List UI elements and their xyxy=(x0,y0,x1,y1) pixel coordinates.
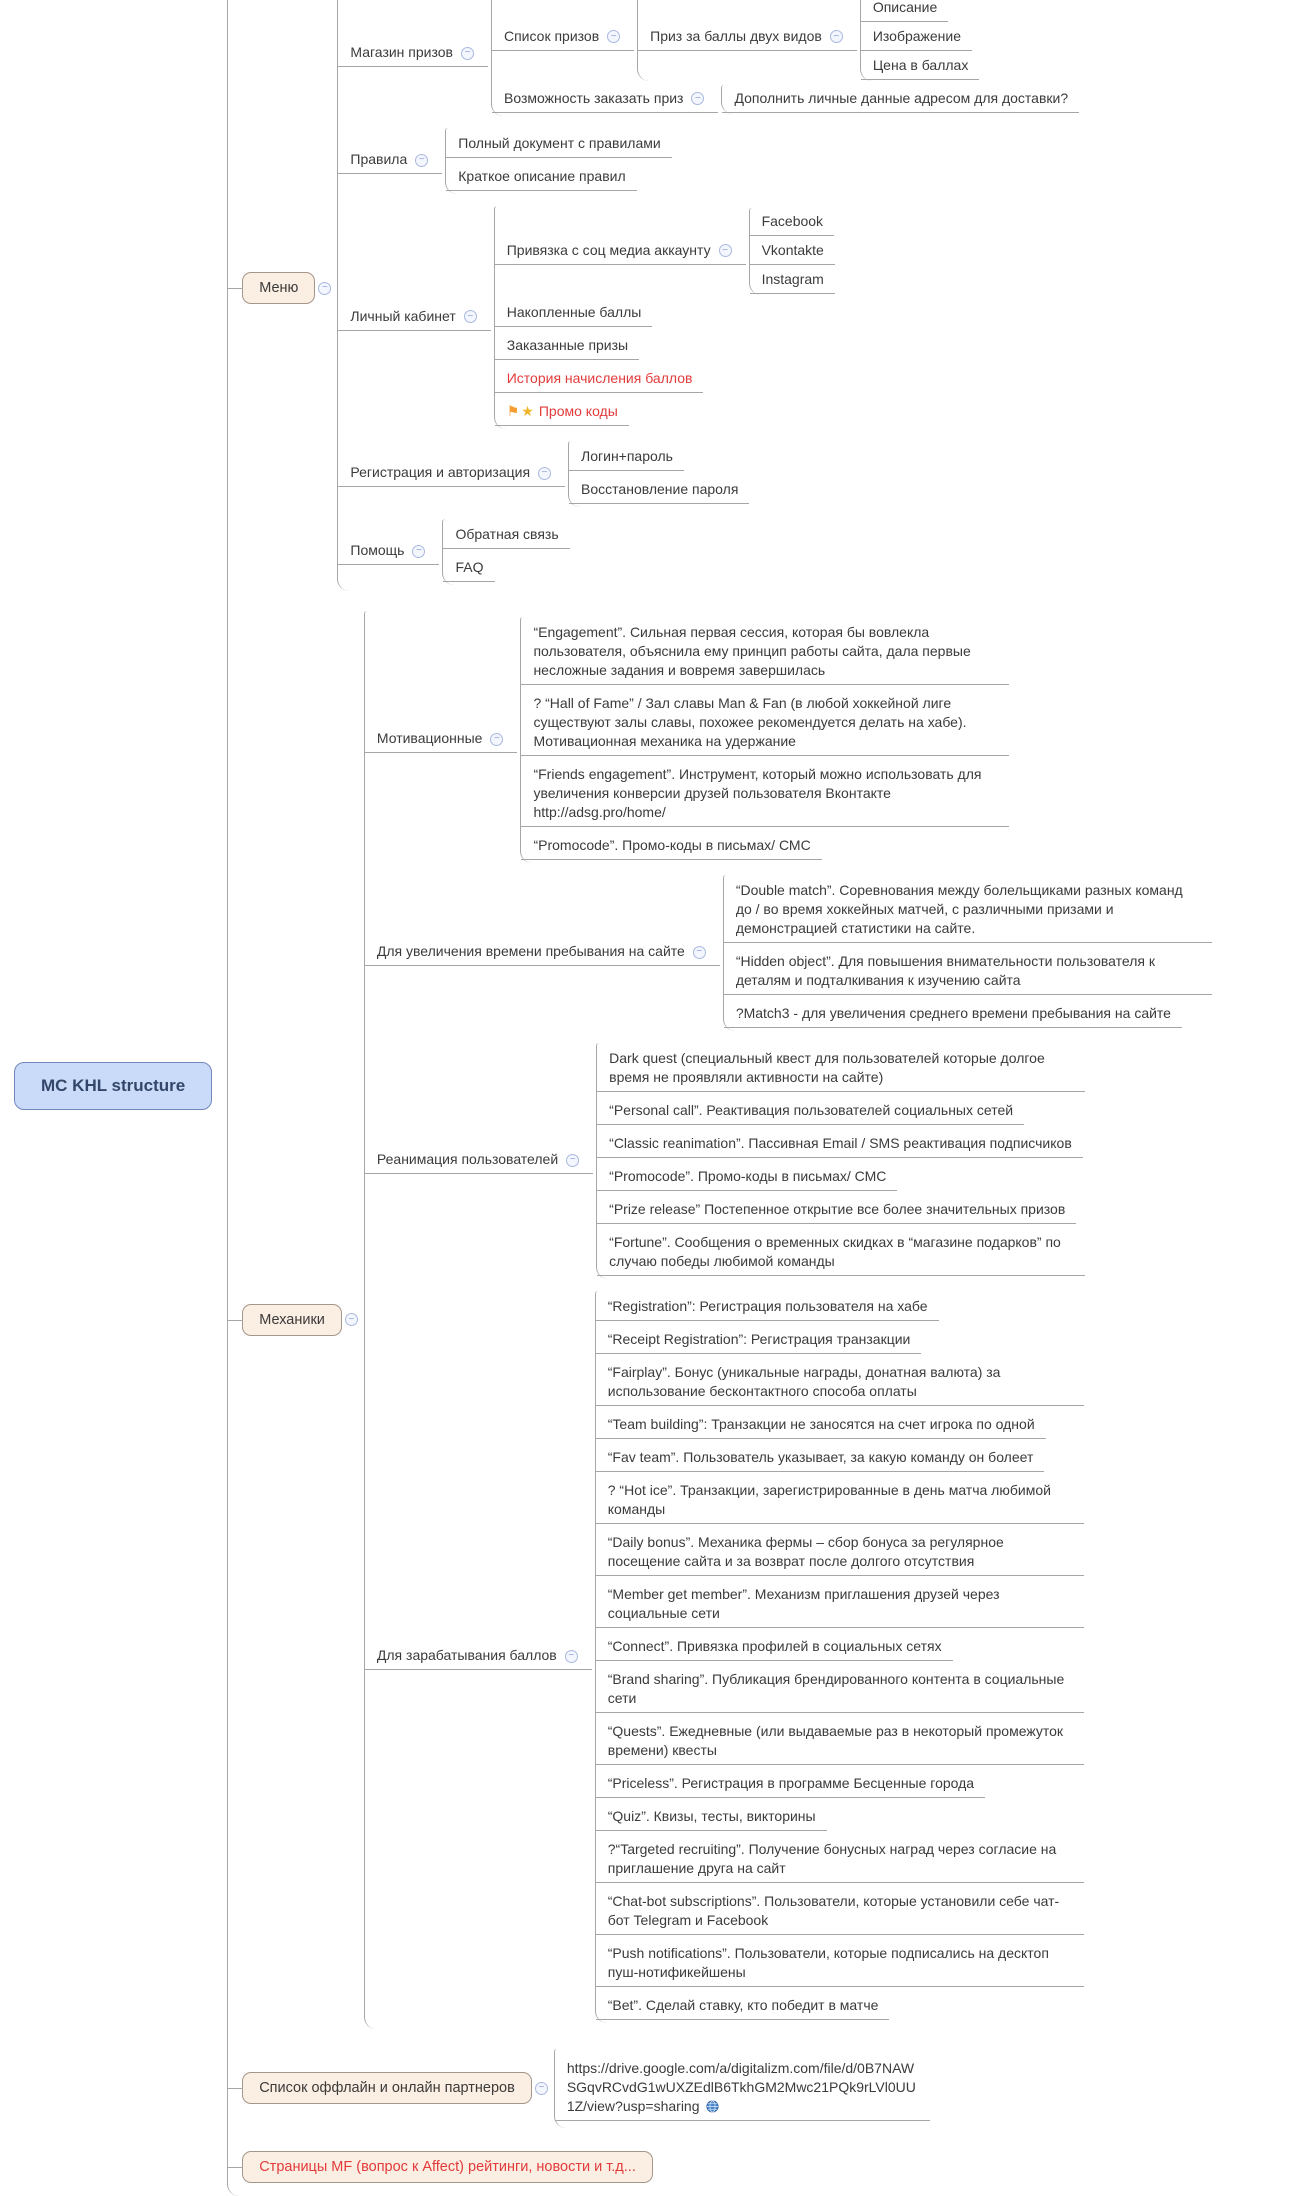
topic[interactable] xyxy=(596,1719,1084,1765)
topic-label: MC KHL structure xyxy=(41,1075,186,1095)
topic-label: “Quiz”. Квизы, тесты, викторины xyxy=(607,1807,816,1824)
topic[interactable] xyxy=(861,0,948,22)
topic[interactable] xyxy=(365,726,518,753)
topic-label: Меню xyxy=(259,280,299,296)
topic-row xyxy=(521,761,1009,828)
topic-row xyxy=(596,1293,1084,1322)
topic-row xyxy=(495,332,835,361)
children-group xyxy=(595,1291,1084,2023)
topic-row xyxy=(338,441,1079,507)
topic-row xyxy=(495,398,835,427)
flag-icon: ⚑ xyxy=(506,402,520,419)
children-group xyxy=(445,128,671,194)
mechanics-branch-row xyxy=(228,611,1212,2029)
collapse-icon[interactable]: − xyxy=(693,946,706,959)
topic-row xyxy=(569,476,749,505)
topic-row xyxy=(521,619,1009,686)
children-group xyxy=(520,617,1009,863)
topic-label: Для зарабатывания баллов xyxy=(376,1647,557,1663)
children-group xyxy=(491,0,1079,116)
children-group xyxy=(568,441,749,507)
topic-label: “Daily bonus”. Механика фермы – сбор бонуса за регулярное посещение сайта и за возврат после долгого отсутствия xyxy=(607,1533,1004,1569)
topic[interactable] xyxy=(596,1667,1084,1713)
topic-label: “Receipt Registration”: Регистрация транзакции xyxy=(607,1330,911,1347)
topic-label: Накопленные баллы xyxy=(506,303,642,320)
topic-label: Правила xyxy=(350,151,408,167)
topic-label: ?“Targeted recruiting”. Получение бонусных наград через согласие на приглашение друга на сайт xyxy=(607,1840,1057,1876)
topic-label: Механики xyxy=(259,1311,325,1328)
topic-label: Для увеличения времени пребывания на сайте xyxy=(376,943,685,959)
topic-label: Полный документ с правилами xyxy=(458,134,661,151)
topic[interactable] xyxy=(443,522,569,549)
topic-row xyxy=(724,1000,1212,1029)
root-topic-row xyxy=(14,0,1212,2196)
collapse-icon[interactable]: − xyxy=(318,282,331,295)
topic[interactable] xyxy=(597,1230,1085,1276)
topic-row xyxy=(365,875,1212,1031)
topic-row xyxy=(722,85,1079,114)
topic-row xyxy=(596,1666,1084,1714)
topic[interactable] xyxy=(638,24,857,51)
topic[interactable] xyxy=(338,460,565,487)
topic-row xyxy=(597,1229,1085,1277)
topic-row xyxy=(750,208,835,237)
topic-row xyxy=(596,1803,1084,1832)
topic[interactable] xyxy=(750,238,835,265)
topic-label: “Classic reanimation”. Пассивная Email / SMS реактивация подписчиков xyxy=(609,1134,1072,1151)
topic[interactable] xyxy=(596,1804,827,1831)
topic-row xyxy=(596,1718,1084,1766)
topic-label: “Bet”. Сделай ставку, кто победит в матче xyxy=(607,1996,879,2013)
topic[interactable] xyxy=(569,444,684,471)
topic[interactable] xyxy=(724,1001,1182,1028)
topic-row xyxy=(521,832,1009,861)
topic-row xyxy=(596,1529,1084,1577)
topic[interactable] xyxy=(750,209,834,236)
topic[interactable] xyxy=(597,1197,1076,1224)
topic[interactable] xyxy=(446,164,636,191)
topic[interactable] xyxy=(597,1131,1083,1158)
topic[interactable] xyxy=(597,1164,897,1191)
topic-label: Дополнить личные данные адресом для доставки? xyxy=(734,89,1069,106)
topic-label: Возможность заказать приз xyxy=(503,89,684,106)
topic-label: Мотивационные xyxy=(376,730,483,746)
topic-label: “Prize release” Постепенное открытие все более значительных призов xyxy=(609,1200,1066,1217)
topic-label: FAQ xyxy=(455,558,484,575)
topic-row xyxy=(638,0,979,81)
children-group xyxy=(494,206,835,429)
topic[interactable] xyxy=(521,620,1009,685)
topic-label: “Chat-bot subscriptions”. Пользователи, которые установили себе чат-бот Telegram и Facebook xyxy=(607,1892,1060,1928)
topic[interactable] xyxy=(724,949,1212,995)
topic[interactable] xyxy=(750,267,835,294)
topic[interactable] xyxy=(596,1941,1084,1987)
topic-row xyxy=(597,1130,1085,1159)
topic[interactable] xyxy=(521,691,1009,756)
topic-row xyxy=(338,128,1079,194)
topic-row xyxy=(597,1163,1085,1192)
topic[interactable] xyxy=(492,24,634,51)
partners-branch-row xyxy=(228,2049,1212,2128)
topic-label: Изображение xyxy=(872,27,962,44)
topic[interactable] xyxy=(724,878,1212,943)
topic-label: Реанимация пользователей xyxy=(376,1151,559,1167)
topic-row xyxy=(596,1888,1084,1936)
topic-row xyxy=(492,0,1079,81)
collapse-icon[interactable]: − xyxy=(538,467,551,480)
topic-label: Привязка с соц медиа аккаунту xyxy=(506,241,711,258)
topic[interactable] xyxy=(446,131,671,158)
topic-label: История начисления баллов xyxy=(506,369,693,386)
topic-label: “Engagement”. Сильная первая сессия, которая бы вовлекла пользователя, объяснила ему принцип работы сайта, дала первые несложные задания и вовремя завершилась xyxy=(533,623,971,678)
topic-label: Приз за баллы двух видов xyxy=(650,27,822,44)
topic-label: Регистрация и авторизация xyxy=(350,464,531,480)
children-group xyxy=(442,519,569,585)
topic[interactable] xyxy=(338,147,442,174)
topic-row xyxy=(492,85,1079,114)
mf-pages-branch[interactable] xyxy=(242,2151,653,2183)
topic-label: “Quests”. Ежедневные (или выдаваемые раз в некоторый промежуток времени) квесты xyxy=(607,1722,1064,1758)
topic-row xyxy=(861,52,979,81)
topic-row xyxy=(365,1291,1212,2023)
topic-label: “Registration”: Регистрация пользователя на хабе xyxy=(607,1297,928,1314)
drive-link-topic-row xyxy=(555,2055,930,2122)
children-group xyxy=(860,0,979,81)
collapse-icon[interactable]: − xyxy=(719,244,732,257)
children-group xyxy=(596,1043,1085,1279)
topic[interactable] xyxy=(495,399,629,426)
topic[interactable] xyxy=(596,1294,939,1321)
topic[interactable] xyxy=(722,86,1079,113)
star-icon: ★ xyxy=(521,402,534,419)
topic-row xyxy=(365,617,1212,863)
topic[interactable] xyxy=(596,1445,1045,1472)
topic-label: “Connect”. Привязка профилей в социальных сетях xyxy=(607,1637,942,1654)
topic-row xyxy=(596,1770,1084,1799)
topic-label: Цена в баллах xyxy=(872,56,969,73)
topic-row xyxy=(597,1097,1085,1126)
children-group xyxy=(337,0,1079,591)
topic-row xyxy=(596,1477,1084,1525)
topic-label: “Promocode”. Промо-коды в письмах/ СМС xyxy=(533,836,811,853)
topic-label: Список оффлайн и онлайн партнеров xyxy=(259,2080,515,2096)
topic-row xyxy=(596,1940,1084,1988)
topic-label: Dark quest (специальный квест для пользователей которые долгое время не проявляли активности на сайте) xyxy=(609,1049,1045,1085)
topic[interactable] xyxy=(596,1582,1084,1628)
mechanics-branch[interactable] xyxy=(242,1304,342,1336)
topic-row xyxy=(443,554,569,583)
topic-label: “Push notifications”. Пользователи, которые подписались на десктоп пуш-нотификейшены xyxy=(607,1944,1049,1980)
topic-label: https://drive.google.com/a/digitalizm.com/file/d/0B7NAWSGqvRCvdG1wUXZEdlB6TkhGM2Mwc21PQk9rLVl0UU1Z/view?usp=sharing xyxy=(566,2059,916,2114)
topic-row xyxy=(495,299,835,328)
children-group xyxy=(364,611,1212,2029)
topic-row xyxy=(338,519,1079,585)
topic-row xyxy=(596,1411,1084,1440)
topic-label: Заказанные призы xyxy=(506,336,629,353)
root-topic[interactable] xyxy=(14,1062,212,1110)
topic[interactable] xyxy=(597,1046,1085,1092)
topic-row xyxy=(446,130,671,159)
collapse-icon[interactable]: − xyxy=(490,733,503,746)
collapse-icon[interactable]: − xyxy=(830,30,843,43)
topic[interactable] xyxy=(597,1098,1024,1125)
collapse-icon[interactable]: − xyxy=(607,30,620,43)
topic-label: “Team building”: Транзакции не заносятся на счет игрока по одной xyxy=(607,1415,1035,1432)
topic[interactable] xyxy=(596,1360,1084,1406)
topic-row xyxy=(596,1444,1084,1473)
topic-row xyxy=(596,1581,1084,1629)
topic[interactable] xyxy=(861,24,972,51)
topic-label: Обратная связь xyxy=(455,525,559,542)
topic-row xyxy=(495,365,835,394)
topic[interactable] xyxy=(495,300,653,327)
children-group xyxy=(637,0,979,81)
topic-label: “Member get member”. Механизм приглашения друзей через социальные сети xyxy=(607,1585,1000,1621)
topic[interactable] xyxy=(596,1837,1084,1883)
topic-label: Facebook xyxy=(761,212,824,229)
topic-label: Восстановление пароля xyxy=(581,480,739,497)
topic[interactable] xyxy=(521,762,1009,827)
topic-label: Промо коды xyxy=(538,402,618,419)
topic-row xyxy=(750,237,835,266)
topic[interactable] xyxy=(596,1478,1084,1524)
children-group xyxy=(227,0,1212,2196)
topic-label: Магазин призов xyxy=(350,44,453,60)
collapse-icon[interactable]: − xyxy=(412,545,425,558)
topic-label: “Fortune”. Сообщения о временных скидках в “магазине подарков” по случаю победы любимой команды xyxy=(609,1233,1061,1269)
topic-row xyxy=(338,206,1079,429)
topic-label: ? “Hot ice”. Транзакции, зарегистрированные в день матча любимой команды xyxy=(607,1481,1051,1517)
topic[interactable] xyxy=(596,1412,1046,1439)
collapse-icon[interactable]: − xyxy=(345,1313,358,1326)
topic-label: “Priceless”. Регистрация в программе Бесценные города xyxy=(607,1774,975,1791)
topic[interactable] xyxy=(569,477,749,504)
collapse-icon[interactable]: − xyxy=(461,47,474,60)
topic-label: “Fairplay”. Бонус (уникальные награды, донатная валюта) за использование бесконтактного способа оплаты xyxy=(607,1363,1001,1399)
topic[interactable] xyxy=(338,538,439,565)
topic-row xyxy=(750,266,835,295)
topic[interactable] xyxy=(596,1889,1084,1935)
children-group xyxy=(554,2049,930,2128)
topic[interactable] xyxy=(495,366,704,393)
topic-label: Страницы MF (вопрос к Affect) рейтинги, новости и т.д... xyxy=(259,2158,636,2175)
topic-row xyxy=(569,443,749,472)
topic-row xyxy=(724,948,1212,996)
topic-label: Помощь xyxy=(350,542,405,558)
topic[interactable] xyxy=(596,1530,1084,1576)
children-group xyxy=(721,85,1079,114)
mf-pages-branch-row xyxy=(228,2148,1212,2186)
topic-label: “Friends engagement”. Инструмент, который можно использовать для увеличения конверсии друзей пользователя Вконтакте http://adsg.pro/home/ xyxy=(533,765,982,820)
topic-label: “Hidden object”. Для повышения внимательности пользователя к деталям и подталкивания к изучению сайта xyxy=(735,952,1155,988)
topic-label: Список призов xyxy=(503,27,600,44)
topic-row xyxy=(724,877,1212,944)
topic[interactable] xyxy=(596,1327,922,1354)
topic[interactable] xyxy=(338,40,488,67)
topic-label: “Promocode”. Промо-коды в письмах/ СМС xyxy=(609,1167,887,1184)
topic[interactable] xyxy=(861,53,979,80)
topic-row xyxy=(521,690,1009,757)
topic[interactable] xyxy=(365,939,720,966)
topic-row xyxy=(861,23,979,52)
topic-label: “Double match”. Соревнования между болельщиками разных команд до / во время хоккейных матчей, с различными призами и демонстрацией статистики на сайте. xyxy=(735,881,1183,936)
topic-row xyxy=(597,1045,1085,1093)
topic[interactable] xyxy=(596,1993,890,2020)
topic-label: Описание xyxy=(872,0,938,15)
topic[interactable] xyxy=(443,555,494,582)
topic-row xyxy=(443,521,569,550)
topic-row xyxy=(596,1359,1084,1407)
collapse-icon[interactable]: − xyxy=(691,92,704,105)
topic[interactable] xyxy=(596,1634,953,1661)
topic-row xyxy=(446,163,671,192)
collapse-icon[interactable]: − xyxy=(464,310,477,323)
menu-branch[interactable] xyxy=(242,272,315,304)
topic[interactable] xyxy=(365,1643,592,1670)
topic-label: “Brand sharing”. Публикация брендированного контента в социальные сети xyxy=(607,1670,1065,1706)
topic-row xyxy=(596,1326,1084,1355)
topic-label: “Personal call”. Реактивация пользователей социальных сетей xyxy=(609,1101,1014,1118)
drive-link-topic[interactable] xyxy=(555,2056,930,2121)
topic-row xyxy=(596,1633,1084,1662)
partners-branch[interactable] xyxy=(242,2072,532,2104)
topic-row xyxy=(597,1196,1085,1225)
topic-row xyxy=(365,1043,1212,1279)
topic-row xyxy=(596,1836,1084,1884)
menu-branch-row xyxy=(228,0,1212,591)
collapse-icon[interactable]: − xyxy=(415,154,428,167)
topic-label: “Fav team”. Пользователь указывает, за какую команду он болеет xyxy=(607,1448,1034,1465)
topic[interactable] xyxy=(596,1771,985,1798)
globe-icon xyxy=(706,2100,719,2113)
topic-label: Логин+пароль xyxy=(581,447,673,464)
topic-label: Instagram xyxy=(761,270,824,287)
collapse-icon[interactable]: − xyxy=(565,1650,578,1663)
topic-label: Vkontakte xyxy=(761,241,824,258)
topic[interactable] xyxy=(495,238,746,265)
topic-label: Краткое описание правил xyxy=(458,167,626,184)
topic-row xyxy=(495,208,835,295)
children-group xyxy=(723,875,1212,1031)
topic-label: ? “Hall of Fame” / Зал славы Man & Fan (в любой хоккейной лиге существуют залы славы, похожее рекомендуется делать на хабе). Мотивационная механика на удержание xyxy=(533,694,967,749)
topic[interactable] xyxy=(338,304,490,331)
collapse-icon[interactable]: − xyxy=(535,2082,548,2095)
topic-label: Личный кабинет xyxy=(350,307,456,324)
children-group xyxy=(749,208,835,295)
topic[interactable] xyxy=(495,333,639,360)
topic-row xyxy=(338,0,1079,116)
topic[interactable] xyxy=(521,833,821,860)
topic-row xyxy=(596,1992,1084,2021)
topic[interactable] xyxy=(492,86,718,113)
collapse-icon[interactable]: − xyxy=(566,1154,579,1167)
topic-row xyxy=(861,0,979,23)
topic-label: ?Match3 - для увеличения среднего времени пребывания на сайте xyxy=(735,1004,1171,1021)
topic[interactable] xyxy=(365,1147,593,1174)
